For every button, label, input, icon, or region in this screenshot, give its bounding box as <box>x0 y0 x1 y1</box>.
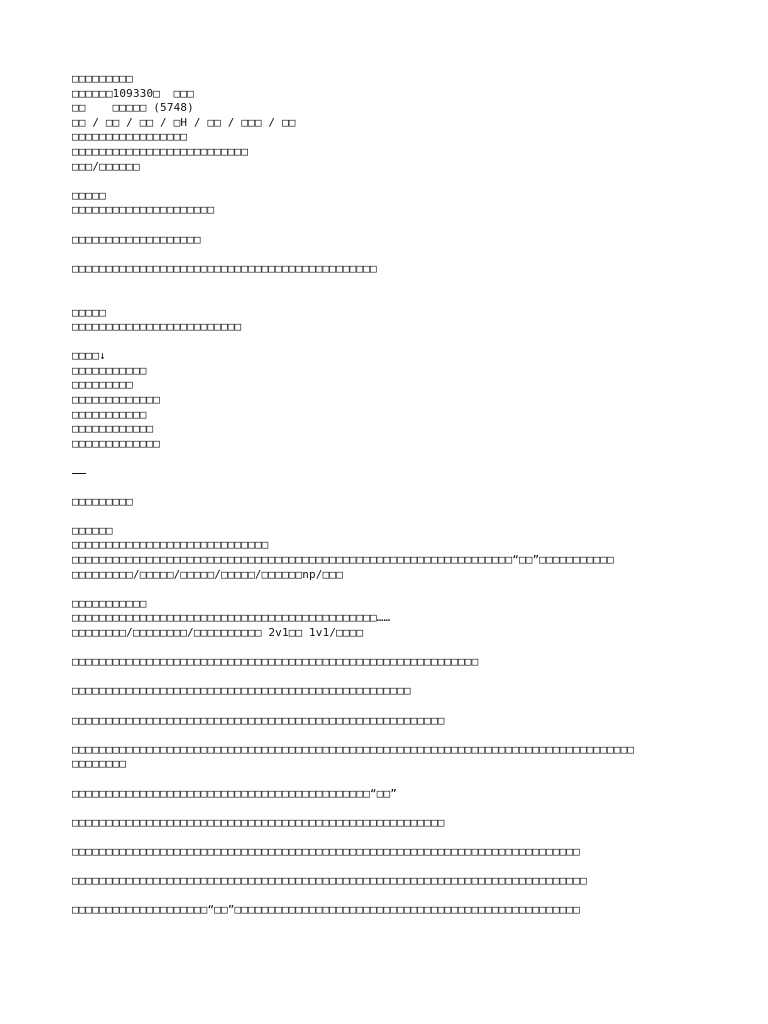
paragraph: □□□□□□□□□□□□□□□□□□□□“□□”□□□□□□□□□□□□□□□□□□□□□□□□□□□□□□□□□□□□□□□□□□□□□□□□□□□ <box>72 903 580 917</box>
paragraph: □□□□□□□□□□□□□□□□□□□□□□□□□□□□□□□□□□□□□□□□□□□□□□□□□□□□□□□□□□□□□□□□□□□□□□□□□□□ <box>72 844 580 858</box>
spacer <box>72 218 712 233</box>
breadcrumb: □□ / □□ / □□ / □H / □□ / □□□ / □□ <box>72 115 296 129</box>
section-text: □□□□□□□□/□□□□□□□□/□□□□□□□□□□ 2v1□□ 1v1/□□□□ <box>72 625 364 639</box>
subsection-title: □□□□□□□□□□□ <box>72 596 147 610</box>
section-text: □□□□□□□□□□□□□□□□□□□□□□□□□□□□□□□□□□□□□□□□□□□□□…… <box>72 611 391 625</box>
section-text: □□□□□□□□□□□□□□□□□□□□□□□□□□□□□ <box>72 538 269 552</box>
spacer <box>72 889 712 904</box>
spacer <box>72 830 712 845</box>
spacer <box>72 859 712 874</box>
paragraph-continuation: □□□□□□□□ <box>72 757 127 771</box>
paragraph: □□□□□□□□□□□□□□□□□□□□□□□□□□□□□□□□□□□□□□□□□□□□□□□□□□□□□□□□□□□□□□□□□□□□□□□□□□□□ <box>72 874 587 888</box>
spacer <box>72 509 712 524</box>
section-title: □□□□□ <box>72 305 106 319</box>
section-text: □□□□□□□□□□□□□□□□□□□□□□□□□□□□□□□□□□□□□□□□□□□□□ <box>72 261 377 275</box>
doc-description: □□□□□□□□□□□□□□□□□□□□□□□□□□ <box>72 144 249 158</box>
doc-id-line: □□□□□□109330□ □□□ <box>72 86 194 100</box>
spacer <box>72 728 712 743</box>
section-text: □□□□□□□□□□□□□□□□□□□□□□□□□□□□□□□□□□□□□□□□□□□□□□□□□□□□□□□□□□□□□□□□□“□□”□□□□□□□□□□□ <box>72 553 614 566</box>
spacer <box>72 480 712 495</box>
spacer <box>72 451 712 466</box>
section-text: □□□□□□□□□□□□□□□□□□□ <box>72 232 201 246</box>
list-item: □□□□□□□□□□□□□ <box>72 393 161 407</box>
spacer <box>72 335 712 350</box>
paragraph: □□□□□□□□□□□□□□□□□□□□□□□□□□□□□□□□□□□□□□□□□□□□□□□□□□□□□□□ <box>72 815 445 829</box>
section-title: □□□□□ <box>72 188 106 202</box>
document-body <box>72 72 712 918</box>
spacer <box>72 801 712 816</box>
paragraph: □□□□□□□□□□□□□□□□□□□□□□□□□□□□□□□□□□□□□□□□□□□□□□□□□□ <box>72 684 411 698</box>
list-title: □□□□↓ <box>72 349 106 363</box>
list-item: □□□□□□□□□□□ <box>72 407 147 421</box>
paragraph: □□□□□□□□□□□□□□□□□□□□□□□□□□□□□□□□□□□□□□□□□□□□□□□□□□□□□□□□□□□□ <box>72 655 479 669</box>
section-text: □□□□□□□□□□□□□□□□□□□□□ <box>72 203 215 217</box>
spacer <box>72 291 712 306</box>
section-text: □□□□□□□□□□□□□□□□□□□□□□□□□ <box>72 320 242 334</box>
spacer <box>72 276 712 291</box>
doc-subtitle: □□□□□□□□□□□□□□□□□ <box>72 130 188 144</box>
list-item: □□□□□□□□□□□□□ <box>72 436 161 450</box>
spacer <box>72 247 712 262</box>
divider <box>72 473 86 474</box>
spacer <box>72 174 712 189</box>
paragraph: □□□□□□□□□□□□□□□□□□□□□□□□□□□□□□□□□□□□□□□□□□□□□□□□□□□□□□□□□□□□□□□□□□□□□□□□□□□□□□□□□□□ <box>72 742 635 756</box>
spacer <box>72 670 712 685</box>
section-text: □□□□□□□□□/□□□□□/□□□□□/□□□□□/□□□□□□np/□□□ <box>72 567 343 581</box>
list-item: □□□□□□□□□□□□ <box>72 422 154 436</box>
paragraph: □□□□□□□□□□□□□□□□□□□□□□□□□□□□□□□□□□□□□□□□□□□□□□□□□□□□□□□ <box>72 713 445 727</box>
spacer <box>72 772 712 787</box>
list-item: □□□□□□□□□ <box>72 378 133 392</box>
doc-meta-line: □□ □□□□□ (5748) <box>72 101 194 115</box>
subsection-title: □□□□□□ <box>72 523 113 537</box>
doc-category: □□□/□□□□□□ <box>72 159 140 173</box>
spacer <box>72 582 712 597</box>
spacer <box>72 699 712 714</box>
paragraph: □□□□□□□□□□□□□□□□□□□□□□□□□□□□□□□□□□□□□□□□□□□□“□□” <box>72 786 398 800</box>
doc-heading: □□□□□□□□□ <box>72 72 133 85</box>
spacer <box>72 641 712 656</box>
section-title: □□□□□□□□□ <box>72 494 133 508</box>
list-item: □□□□□□□□□□□ <box>72 363 147 377</box>
